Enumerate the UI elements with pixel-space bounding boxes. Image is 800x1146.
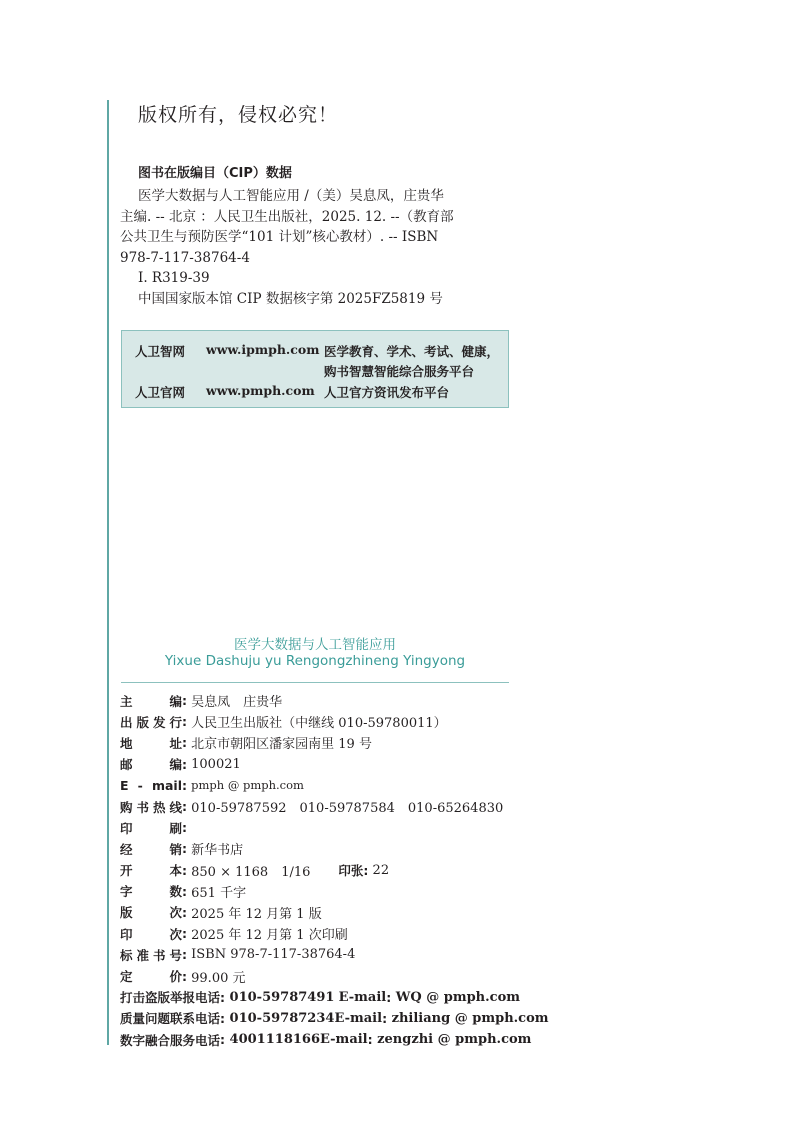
hotline-row-digital: 数字融合服务电话 : 4001118166 E-mail : zengzhi @ pmph.com <box>120 1032 532 1048</box>
divider <box>121 682 509 683</box>
hotline-label: 打击盗版举报电话 <box>120 990 221 1006</box>
copyright-notice: 版权所有，侵权必究！ <box>138 104 339 126</box>
publication-info <box>120 690 549 1050</box>
pub-label: 经 销 <box>120 841 182 857</box>
hotline-phone: 010-59787234 <box>229 1010 335 1026</box>
pub-value: 010-59787592 010-59787584 010-65264830 <box>191 801 504 817</box>
cip-record-number: 中国国家版本馆 CIP 数据核字第 2025FZ5819 号 <box>138 290 443 307</box>
pub-row-editor: 主 编 : 吴息凤 庄贵华 <box>120 693 283 711</box>
hotline-row-piracy: 打击盗版举报电话 : 010-59787491 E-mail : WQ @ pmph.com <box>120 989 520 1006</box>
pub-value: ISBN 978-7-117-38764-4 <box>191 947 356 963</box>
pub-value: 2025 年 12 月第 1 次印刷 <box>191 928 348 944</box>
pub-value: pmph @ pmph.com <box>191 778 304 793</box>
hotline-label: 数字融合服务电话 <box>120 1032 221 1048</box>
hotline-email[interactable]: zhiliang @ pmph.com <box>391 1010 549 1026</box>
pub-row-wordcount: 字 数 : 651 千字 <box>120 883 247 901</box>
pub-row-price: 定 价 : 99.00 元 <box>120 968 246 986</box>
pub-row-distributor: 经 销 : 新华书店 <box>120 841 244 859</box>
book-title-pinyin: Yixue Dashuju yu Rengongzhineng Yingyong <box>164 653 466 669</box>
cip-line: 医学大数据与人工智能应用 /（美）吴息凤，庄贵华 <box>138 188 444 204</box>
hotline-label: 质量问题联系电话 <box>120 1011 221 1027</box>
pub-value: 100021 <box>191 756 241 772</box>
pub-row-format: 开 本 : 850 × 1168 1/16 印张 : 22 <box>120 862 390 880</box>
pub-value: 22 <box>372 862 390 878</box>
hotline-email-label: E-mail <box>320 1032 368 1048</box>
pub-row-hotline: 购书热线 : 010-59787592 010-59787584 010-65264830 <box>120 799 504 817</box>
pub-row-edition: 版 次 : 2025 年 12 月第 1 版 <box>120 904 322 922</box>
pub-label: 印 次 <box>120 926 182 942</box>
pub-value: 吴息凤 庄贵华 <box>191 695 283 711</box>
pub-label: 购书热线 <box>120 799 182 815</box>
hotline-phone: 4001118166 <box>229 1032 321 1048</box>
platform-description: 医学教育、学术、考试、健康， <box>324 344 500 359</box>
pub-value: 人民卫生出版社（中继线 010-59780011） <box>191 716 447 732</box>
pub-value: 651 千字 <box>191 885 247 901</box>
hotline-email-label: E-mail <box>338 989 387 1005</box>
pub-label: 开 本 <box>120 863 182 879</box>
platform-url[interactable]: www.ipmph.com <box>206 342 320 357</box>
hotline-phone: 010-59787491 <box>229 989 335 1005</box>
pub-value: 新华书店 <box>191 843 244 859</box>
pub-label: 印张 <box>338 863 364 879</box>
pub-value: 850 × 1168 1/16 <box>191 864 311 880</box>
pub-label: 字 数 <box>120 884 182 900</box>
pub-label: E - mail <box>120 777 182 793</box>
pub-row-email: E - mail : pmph @ pmph.com <box>120 777 304 793</box>
pub-value: 北京市朝阳区潘家园南里 19 号 <box>191 737 372 753</box>
cip-record-block <box>120 186 500 309</box>
pub-label: 主 编 <box>120 693 182 709</box>
pub-value: 99.00 元 <box>191 970 246 986</box>
pub-label: 定 价 <box>120 969 182 985</box>
cip-line: 主编. -- 北京 ：人民卫生出版社，2025. 12. --（教育部 <box>120 208 454 225</box>
hotline-email[interactable]: WQ @ pmph.com <box>395 989 520 1005</box>
cip-line: 978-7-117-38764-4 <box>120 249 250 266</box>
margin-rule <box>107 100 109 1045</box>
pub-value: 2025 年 12 月第 1 版 <box>191 906 322 922</box>
pub-row-publisher: 出版发行 : 人民卫生出版社（中继线 010-59780011） <box>120 714 447 732</box>
pub-label: 标准书号 <box>120 947 182 963</box>
platform-description: 购书智慧智能综合服务平台 <box>324 364 475 379</box>
pub-row-printing: 印 次 : 2025 年 12 月第 1 次印刷 <box>120 926 348 944</box>
pub-row-isbn: 标准书号 : ISBN 978-7-117-38764-4 <box>120 947 356 963</box>
hotline-email[interactable]: zengzhi @ pmph.com <box>377 1032 532 1048</box>
pub-label: 出版发行 <box>120 714 182 730</box>
pub-row-address: 地 址 : 北京市朝阳区潘家园南里 19 号 <box>120 735 372 753</box>
hotline-row-quality: 质量问题联系电话 : 010-59787234 E-mail : zhiliang @ pmph.com <box>120 1010 549 1027</box>
book-title: 医学大数据与人工智能应用 <box>234 637 396 653</box>
platform-description: 人卫官方资讯发布平台 <box>324 385 450 400</box>
pub-row-printer: 印 刷 : <box>120 820 187 836</box>
pub-label: 版 次 <box>120 905 182 921</box>
pub-label: 地 址 <box>120 735 182 751</box>
pub-label: 邮 编 <box>120 757 182 773</box>
pub-row-postcode: 邮 编 : 100021 <box>120 756 241 773</box>
hotline-email-label: E-mail <box>334 1010 383 1026</box>
platform-name: 人卫官网 <box>135 385 186 400</box>
cip-title: 图书在版编目（CIP）数据 <box>138 166 292 181</box>
cip-classification: Ⅰ. R319-39 <box>138 270 210 286</box>
cip-line: 公共卫生与预防医学“101 计划”核心教材）. -- ISBN <box>120 229 439 245</box>
platform-info-box <box>121 330 509 408</box>
platform-name: 人卫智网 <box>135 344 186 359</box>
pub-label: 印 刷 <box>120 820 182 836</box>
platform-url[interactable]: www.pmph.com <box>206 383 315 398</box>
